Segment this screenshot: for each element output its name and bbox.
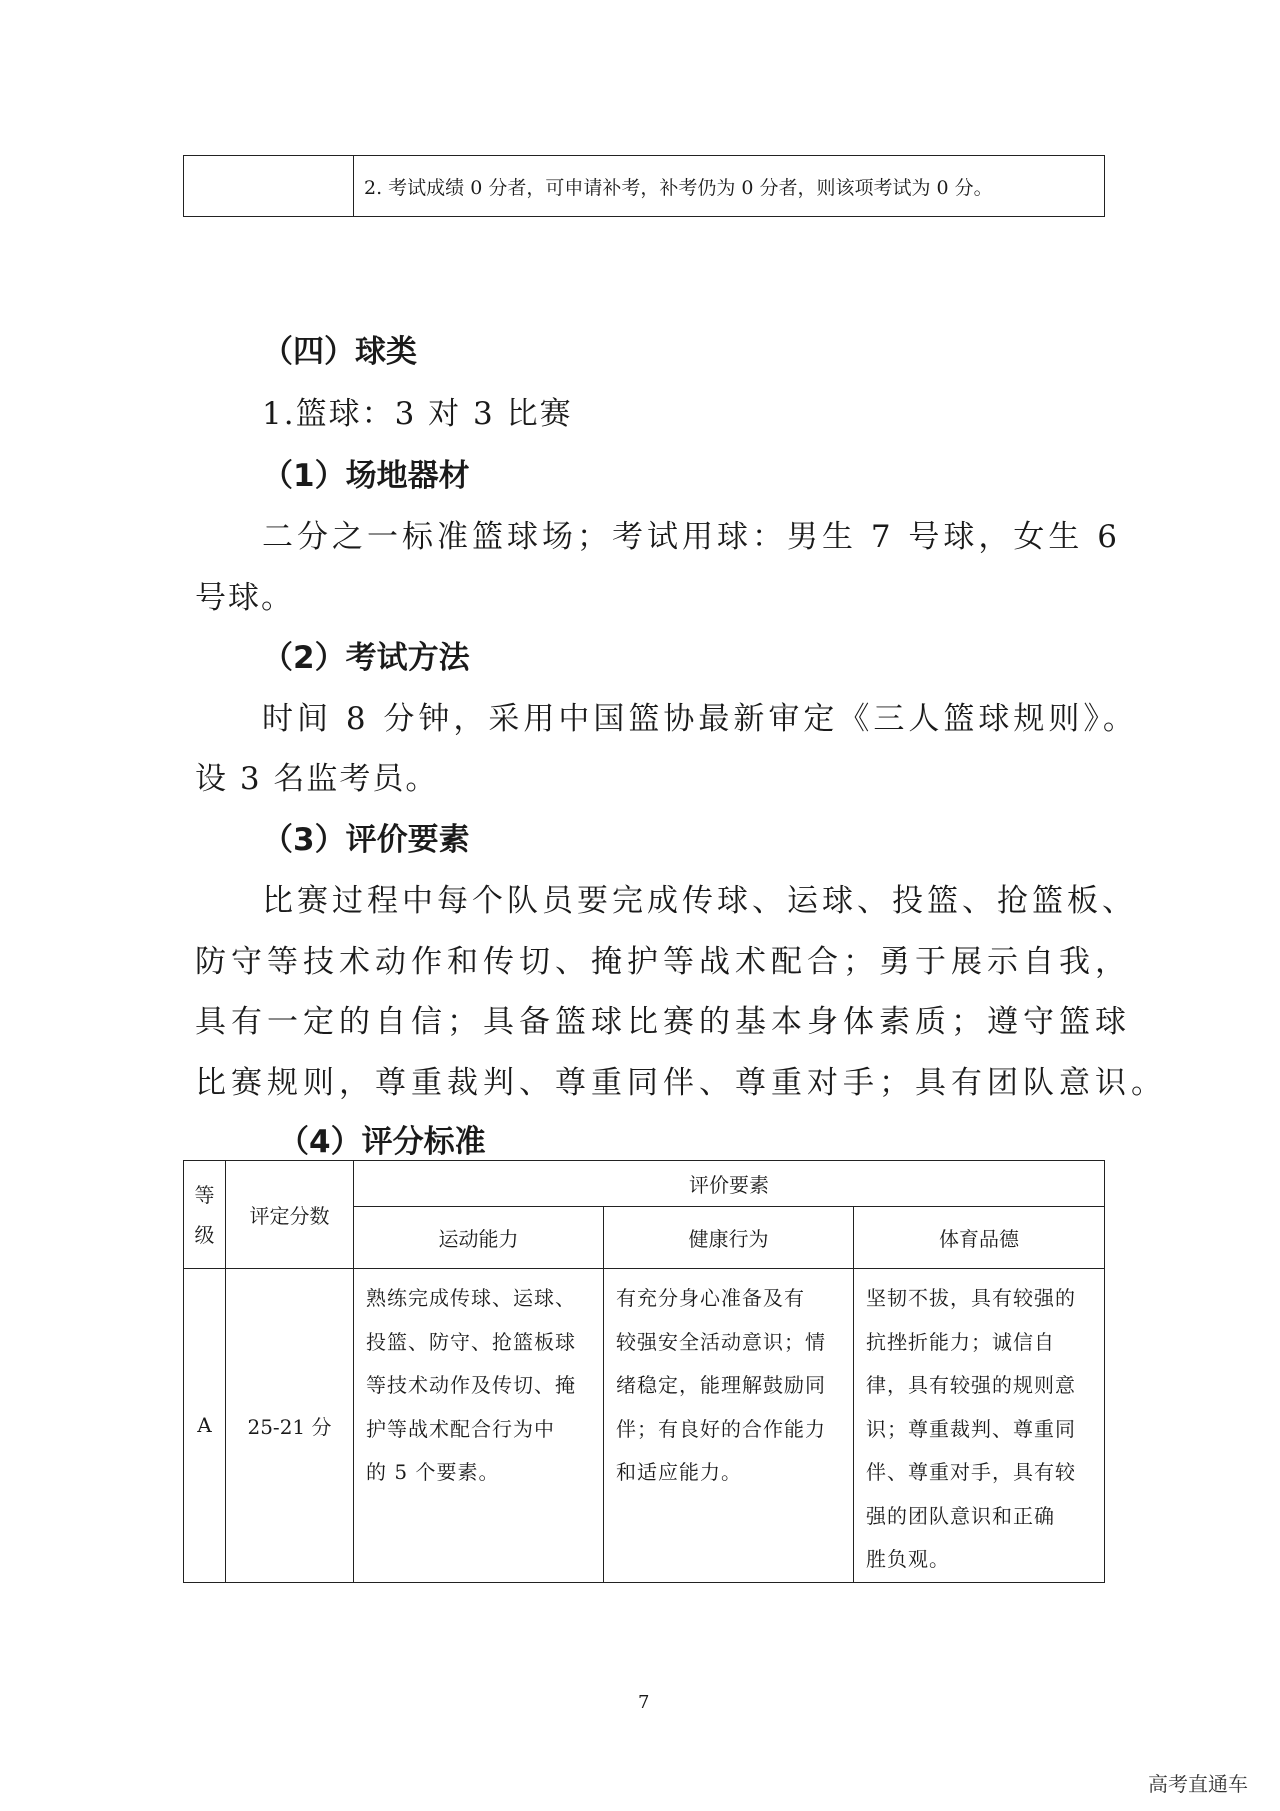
sub1-line: 号球。	[195, 580, 294, 616]
sub1-heading: （1）场地器材	[262, 458, 470, 494]
sub3-line: 具有一定的自信；具备篮球比赛的基本身体素质；遵守篮球	[195, 1004, 1131, 1040]
sub3-heading: （3）评价要素	[262, 822, 470, 858]
ability-line: 的 5 个要素。	[366, 1460, 500, 1484]
grade-header-char: 等	[194, 1182, 215, 1207]
ethics-line: 律，具有较强的规则意	[866, 1373, 1076, 1397]
top-table-empty-cell	[184, 156, 354, 217]
sub2-line: 时间 8 分钟，采用中国篮协最新审定《三人篮球规则》。	[262, 701, 1138, 737]
row-health	[604, 1269, 854, 1583]
elements-header: 评价要素	[354, 1161, 1105, 1207]
sub3-line: 防守等技术动作和传切、掩护等战术配合；勇于展示自我，	[195, 944, 1131, 980]
row-ethics	[854, 1269, 1105, 1583]
ethics-line: 识；尊重裁判、尊重同	[866, 1416, 1076, 1441]
ability-line: 投篮、防守、抢篮板球	[366, 1329, 576, 1354]
item-title: 1.篮球：3 对 3 比赛	[262, 396, 573, 432]
page-number: 7	[638, 1692, 650, 1713]
grading-table	[183, 1160, 1105, 1583]
row-ability	[354, 1269, 604, 1583]
row-score: 25-21 分	[226, 1269, 354, 1583]
health-line: 绪稳定，能理解鼓励同	[616, 1373, 826, 1397]
watermark-text: 高考直通车	[1148, 1772, 1248, 1796]
table-row	[184, 1269, 1105, 1583]
health-line: 有充分身心准备及有	[616, 1286, 805, 1310]
ability-line: 等技术动作及传切、掩	[366, 1373, 576, 1397]
health-line: 较强安全活动意识；情	[616, 1329, 826, 1354]
ability-line: 护等战术配合行为中	[366, 1416, 555, 1441]
health-line: 伴；有良好的合作能力	[616, 1416, 826, 1441]
ethics-line: 抗挫折能力；诚信自	[866, 1329, 1055, 1354]
ethics-line: 胜负观。	[866, 1547, 950, 1571]
sub4-heading: （4）评分标准	[278, 1124, 486, 1160]
ability-header: 运动能力	[354, 1207, 604, 1269]
ethics-header: 体育品德	[854, 1207, 1105, 1269]
top-table	[183, 155, 1105, 217]
health-header: 健康行为	[604, 1207, 854, 1269]
sub1-line: 二分之一标准篮球场；考试用球：男生 7 号球，女生 6	[262, 519, 1122, 555]
row-grade: A	[184, 1269, 226, 1583]
grade-header	[184, 1161, 226, 1269]
section-title: （四）球类	[262, 334, 417, 370]
ethics-line: 坚韧不拔，具有较强的	[866, 1286, 1076, 1310]
health-line: 和适应能力。	[616, 1460, 742, 1484]
sub2-heading: （2）考试方法	[262, 640, 470, 676]
score-header: 评定分数	[226, 1161, 354, 1269]
ethics-line: 伴、尊重对手，具有较	[866, 1460, 1076, 1484]
ethics-line: 强的团队意识和正确	[866, 1503, 1055, 1528]
sub3-line: 比赛过程中每个队员要完成传球、运球、投篮、抢篮板、	[262, 883, 1137, 919]
sub2-line: 设 3 名监考员。	[195, 761, 439, 797]
sub3-line: 比赛规则，尊重裁判、尊重同伴、尊重对手；具有团队意识。	[195, 1065, 1167, 1101]
ability-line: 熟练完成传球、运球、	[366, 1286, 576, 1310]
grade-header-char: 级	[194, 1222, 215, 1247]
top-table-note: 2. 考试成绩 0 分者，可申请补考，补考仍为 0 分者，则该项考试为 0 分。	[354, 156, 1105, 217]
